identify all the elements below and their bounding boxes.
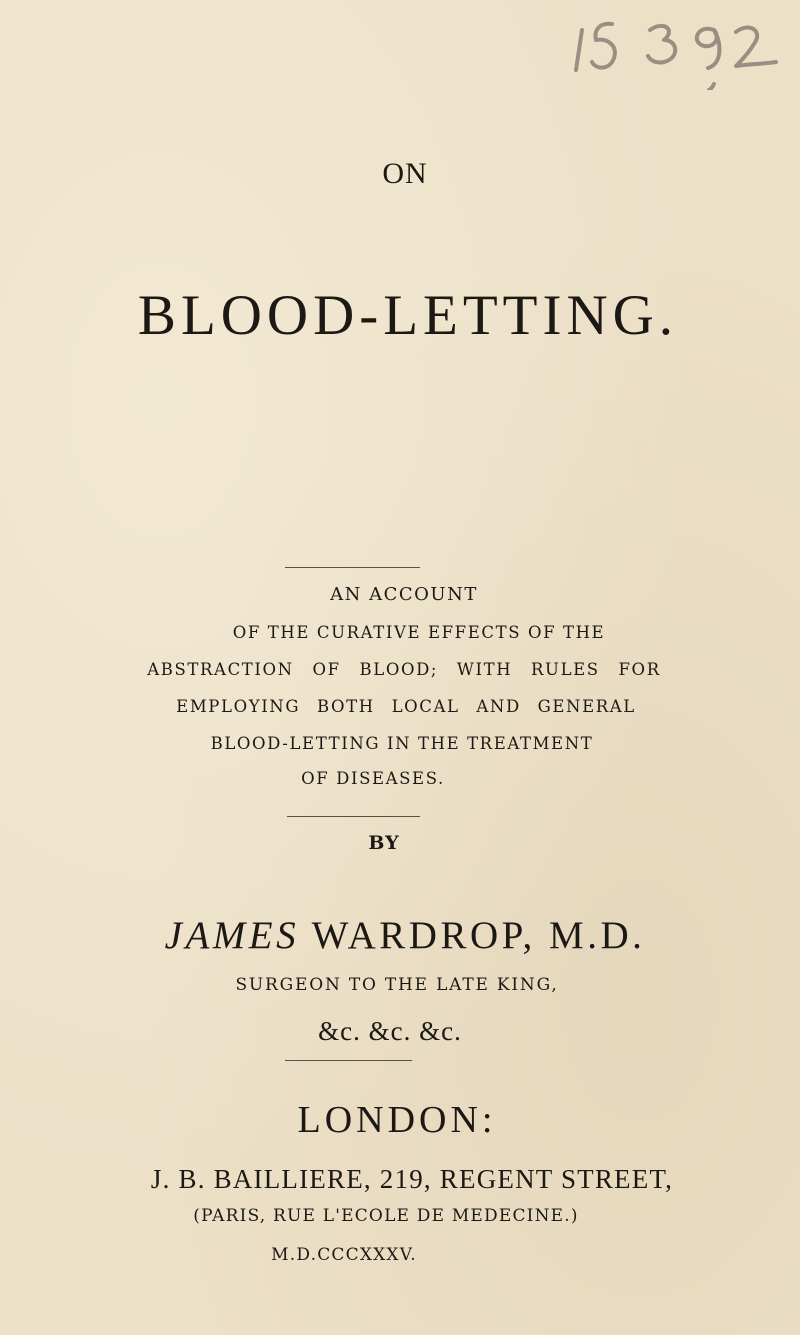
divider-rule: [285, 567, 420, 568]
divider-rule: [287, 816, 420, 817]
imprint-address: (PARIS, RUE L'ECOLE DE MEDECINE.): [193, 1206, 579, 1226]
subtitle-line-5: BLOOD-LETTING IN THE TREATMENT: [210, 734, 594, 753]
main-title: BLOOD-LETTING.: [137, 284, 679, 347]
subtitle-line-2: OF THE CURATIVE EFFECTS OF THE: [232, 623, 606, 642]
imprint-date: M.D.CCCXXXV.: [271, 1245, 417, 1265]
divider-rule: [285, 1060, 412, 1061]
heading-prefix: ON: [382, 157, 428, 190]
imprint-publisher: J. B. BAILLIERE, 219, REGENT STREET,: [150, 1164, 674, 1194]
handwritten-shelf-mark: [564, 0, 794, 90]
author-surname: WARDROP, M.D.: [311, 914, 646, 957]
by-label: BY: [368, 832, 400, 854]
subtitle-line-1: AN ACCOUNT: [330, 584, 478, 605]
author-name: [5, 913, 800, 958]
subtitle-line-6: OF DISEASES.: [301, 769, 445, 788]
author-position: SURGEON TO THE LATE KING,: [235, 975, 559, 995]
subtitle-line-4: EMPLOYING BOTH LOCAL AND GENERAL: [176, 697, 636, 716]
subtitle-line-3: ABSTRACTION OF BLOOD; WITH RULES FOR: [147, 660, 661, 679]
imprint-city: LONDON:: [297, 1099, 497, 1141]
author-first-name: JAMES: [164, 914, 300, 957]
etc-line: &c. &c. &c.: [318, 1016, 462, 1046]
